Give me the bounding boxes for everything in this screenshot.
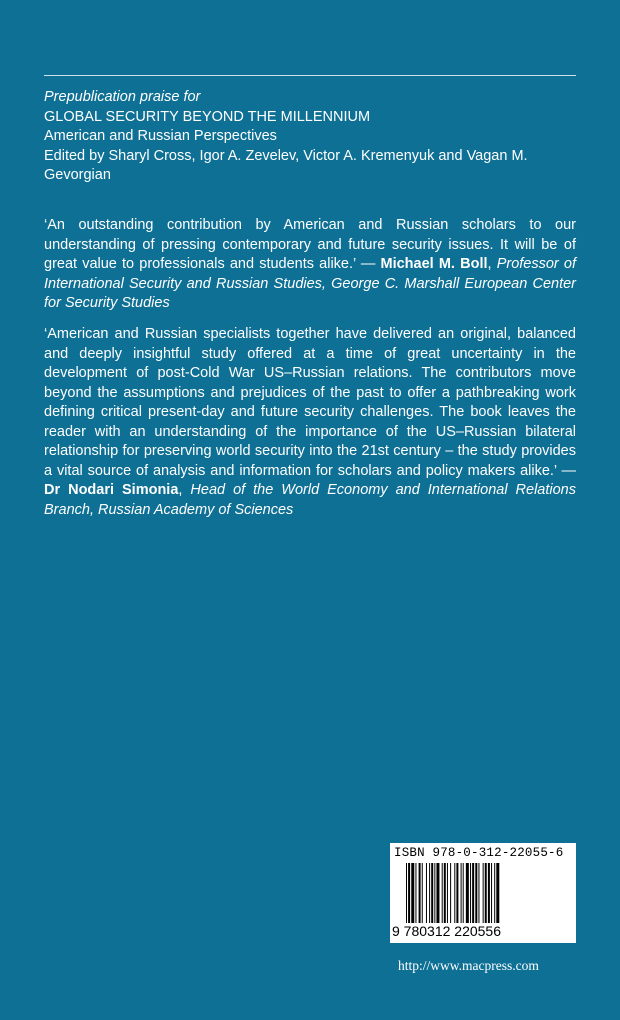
barcode-bar: [406, 863, 407, 923]
barcode-bar: [454, 863, 455, 923]
barcode-bar: [491, 863, 492, 923]
praise-intro: Prepublication praise for: [44, 89, 201, 105]
barcode-bar: [426, 863, 427, 923]
barcode-bar: [422, 863, 423, 923]
barcode-bars: [406, 863, 568, 923]
quote-author: Michael M. Boll: [380, 256, 488, 272]
barcode-bar: [466, 863, 469, 923]
barcode-bar: [434, 863, 435, 923]
quote-affiliation: Professor of International Security and Russian Studies, George C. Marshall European Center for Security Studies: [44, 256, 576, 311]
barcode-bar: [442, 863, 443, 923]
barcode-bar: [447, 863, 448, 923]
publisher-url[interactable]: http://www.macpress.com: [398, 958, 539, 973]
barcode-bar: [488, 863, 490, 923]
isbn-barcode: [390, 843, 576, 943]
barcode-bar: [408, 863, 410, 923]
barcode-bar: [472, 863, 474, 923]
barcode-bar: [461, 863, 462, 923]
quote-text: ‘American and Russian specialists together have delivered an original, balanced and deeply insightful study offered at a time of great uncertainty in the development of post-Cold War US–Russian relations. The contributors move beyond the assumptions and prejudices of the past to offer a pathbreaking work defining critical present-day and future security challenges. The book leaves the reader with an understanding of the importance of the US–Russian bilateral relationship for preserving world security into the 21st century – the study provides a vital source of analysis and information for scholars and policy makers alike.’ —: [44, 326, 576, 479]
isbn-label: ISBN 978-0-312-22055-6: [394, 846, 564, 860]
barcode-bar: [456, 863, 458, 923]
barcode-bar: [463, 863, 464, 923]
barcode-bar: [483, 863, 484, 923]
barcode-bar: [431, 863, 433, 923]
quote-text: ‘An outstanding contribution by American and Russian scholars to our understanding of pressing contemporary and future security issues. It will be of great value to professionals and students alike.’ —: [44, 217, 576, 272]
barcode-bar: [429, 863, 430, 923]
quote-author: Dr Nodari Simonia: [44, 482, 179, 498]
praise-quote: ‘American and Russian specialists together have delivered an original, balanced and deeply insightful study offered at a time of great uncertainty in the development of post-Cold War US–Russian relations. The contributors move beyond the assumptions and prejudices of the past to offer a pathbreaking work defining critical present-day and future security challenges. The book leaves the reader with an understanding of the importance of the US–Russian bilateral relationship for preserving world security into the 21st century – the study provides a vital source of analysis and information for scholars and policy makers alike.’ — Dr Nodari Simonia, Head of the World Economy and International Relations Branch, Russian Academy of Sciences: [44, 326, 576, 518]
praise-quote: ‘An outstanding contribution by American and Russian scholars to our understanding of pressing contemporary and future security issues. It will be of great value to professionals and students alike.’ — Michael M. Boll, Professor of International Security and Russian Studies, George C. Marshall European Center for Security Studies: [44, 217, 576, 311]
barcode-bar: [494, 863, 495, 923]
quote-affiliation: Head of the World Economy and International Relations Branch, Russian Academy of Sciences: [44, 482, 576, 518]
barcode-bar: [444, 863, 446, 923]
barcode-bar: [478, 863, 479, 923]
top-rule: [44, 75, 576, 76]
barcode-bar: [415, 863, 416, 923]
barcode-bar: [475, 863, 477, 923]
barcode-bar: [470, 863, 471, 923]
book-header: [44, 88, 576, 186]
book-title: GLOBAL SECURITY BEYOND THE MILLENNIUM: [44, 108, 371, 125]
barcode-bar: [496, 863, 499, 923]
barcode-bar: [411, 863, 414, 923]
barcode-digits: 9 780312 220556: [392, 923, 501, 939]
book-subtitle: American and Russian Perspectives: [44, 128, 277, 144]
barcode-bar: [419, 863, 421, 923]
barcode-bar: [436, 863, 439, 923]
barcode-bar: [485, 863, 487, 923]
barcode-bar: [450, 863, 451, 923]
book-editors: Edited by Sharyl Cross, Igor A. Zevelev, Victor A. Kremenyuk and Vagan M. Gevorgian: [44, 147, 528, 183]
